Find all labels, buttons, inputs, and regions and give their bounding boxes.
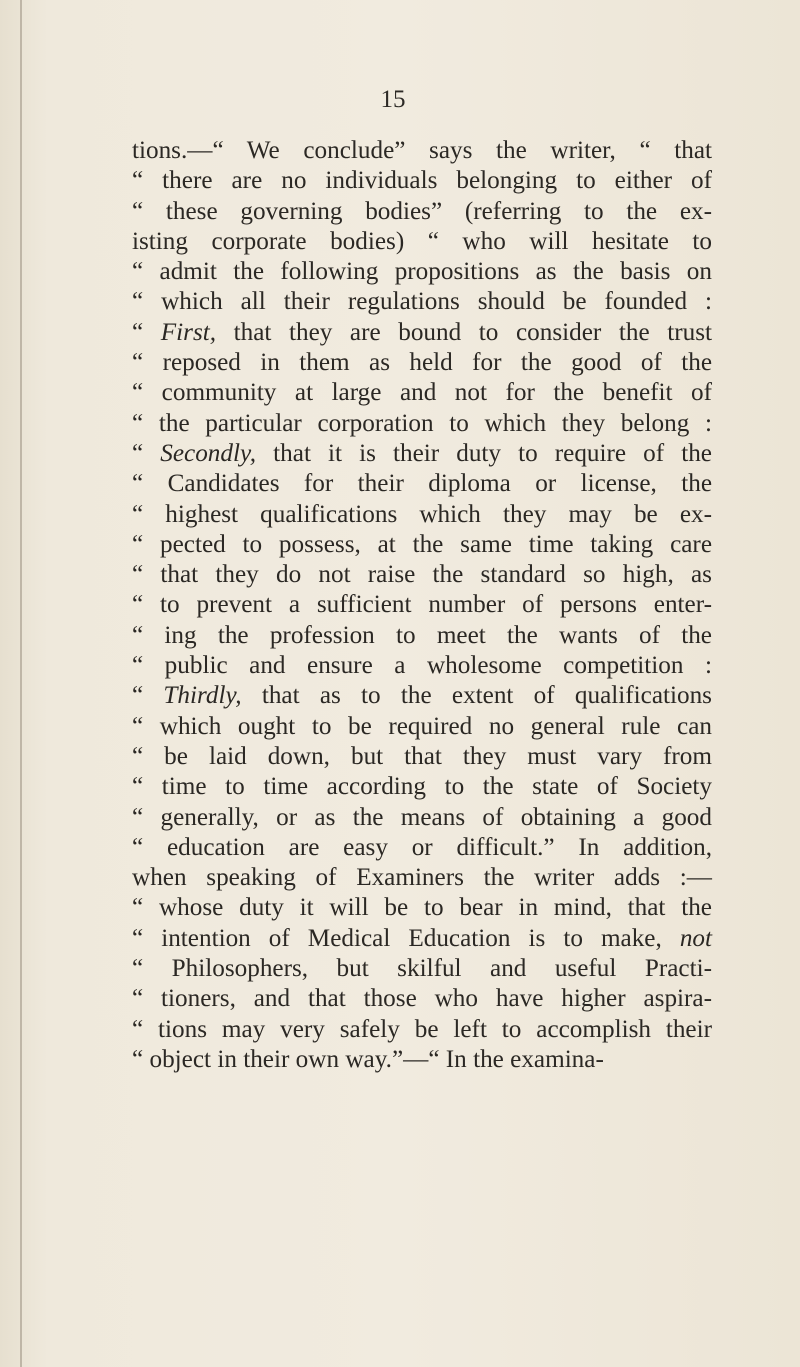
- italic-text: Thirdly,: [163, 682, 242, 710]
- text-line: “ education are easy or difficult.” In addition,: [132, 833, 712, 861]
- text-line: “ which all their regulations should be founded :: [132, 288, 712, 316]
- text-line: “ pected to possess, at the same time taking care: [132, 530, 712, 558]
- text-line: [132, 439, 712, 469]
- text-segment: “: [132, 682, 164, 710]
- text-line: “ be laid down, but that they must vary from: [132, 742, 712, 770]
- text-line: “ tioners, and that those who have higher aspira-: [132, 985, 712, 1013]
- text-line: “ the particular corporation to which they belong :: [132, 409, 712, 437]
- text-line: “ whose duty it will be to bear in mind, that the: [132, 894, 712, 922]
- text-line: “ time to time according to the state of Society: [132, 773, 712, 801]
- text-line: [132, 681, 712, 711]
- text-line: “ that they do not raise the standard so high, as: [132, 561, 712, 589]
- text-line: “ Philosophers, but skilful and useful Practi-: [132, 955, 712, 983]
- page-number: 15: [380, 86, 406, 113]
- text-line: “ tions may very safely be left to accomplish their: [132, 1015, 712, 1043]
- text-line: [132, 924, 712, 954]
- text-line: “ there are no individuals belonging to either of: [132, 167, 712, 195]
- text-segment: that as to the extent of qualifications: [241, 682, 712, 710]
- text-line: “ reposed in them as held for the good of the: [132, 349, 712, 377]
- text-line: “ public and ensure a wholesome competition :: [132, 652, 712, 680]
- italic-text: First,: [160, 318, 217, 346]
- text-line: “ ing the profession to meet the wants of the: [132, 621, 712, 649]
- text-line: “ these governing bodies” (referring to the ex-: [132, 197, 712, 225]
- text-segment: “: [132, 318, 161, 346]
- binding-edge: [20, 0, 22, 1367]
- text-line: isting corporate bodies) “ who will hesitate to: [132, 227, 712, 255]
- text-line: when speaking of Examiners the writer adds :—: [132, 864, 712, 892]
- text-line: “ community at large and not for the benefit of: [132, 379, 712, 407]
- italic-text: Secondly,: [160, 439, 257, 467]
- text-line: tions.—“ We conclude” says the writer, “ that: [132, 137, 712, 164]
- text-line: “ admit the following propositions as the basis on: [132, 258, 712, 286]
- body-text: [132, 136, 712, 1075]
- text-segment: “ intention of Medical Education is to make,: [132, 924, 680, 952]
- text-line: “ which ought to be required no general rule can: [132, 712, 712, 740]
- text-line: “ generally, or as the means of obtaining a good: [132, 803, 712, 831]
- text-line: “ Candidates for their diploma or license, the: [132, 470, 712, 498]
- text-line: “ highest qualifications which they may be ex-: [132, 500, 712, 528]
- text-line: “ object in their own way.”—“ In the examina-: [132, 1045, 604, 1073]
- text-segment: “: [132, 439, 161, 467]
- text-segment: that it is their duty to require of the: [256, 439, 712, 467]
- text-line: [132, 318, 712, 348]
- text-segment: that they are bound to consider the trust: [216, 318, 712, 346]
- text-line: “ to prevent a sufficient number of persons enter-: [132, 591, 712, 619]
- italic-text: not: [679, 924, 712, 952]
